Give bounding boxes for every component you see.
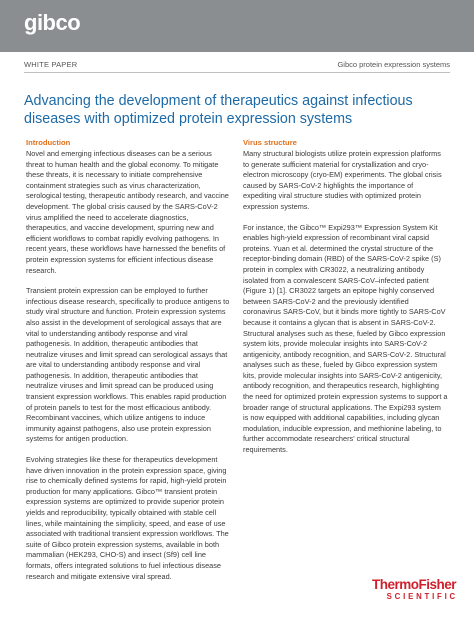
brand-main-text: ThermoFisher xyxy=(371,577,456,592)
thermofisher-logo xyxy=(364,578,456,602)
right-column xyxy=(243,138,448,456)
paragraph: Many structural biologists utilize protein expression platforms to generate sufficient material for crystallization and cryo-electron microscopy (cryo-EM) experiments. The global crisis caused by SARS-CoV-2 highlights the importance of expediting viral structure studies with optimized protein expression systems. xyxy=(243,149,442,211)
paragraph: For instance, the Gibco™ Expi293™ Expression System Kit enables high-yield expression of recombinant viral capsid proteins. Yuan et al. determined the crystal structure of the receptor-binding domain (RBD) of the SARS-CoV-2 spike (S) protein in complex with CR3022, a neutralizing antibody isolated from a convalescent SARS-CoV–infected patient (Figure 1) [1]. CR3022 targets an epitope highly conserved between SARS-CoV-2 and the previously identified coronavirus SARS-CoV, but it binds more tightly to SARS-CoV because it contains a glycan that is absent in SARS-CoV-2. Structural analyses such as these, fueled by Gibco expression system kits, provide molecular insights into SARS-CoV-2 antigenicity, antibody recognition, and SARS-CoV-2. Structural analyses such as these, fueled by Gibco expression system kits, provide molecular insights into SARS-CoV-2 antigenicity, antibody recognition, and therapeutics research, highlighting the need for optimized protein expression systems to support a broader range of structural applications. The Expi293 system is now equipped with additional capabilities, including glycan modulation, inducible expression, and methionine labeling, to further accommodate researchers' critical structural requirements. xyxy=(243,222,448,455)
paragraph: Novel and emerging infectious diseases can be a serious threat to human health and the global economy. To mitigate these threats, it is necessary to initiate comprehensive containment strategies such as virus characterization, serological testing, therapeutic antibody research, and vaccine development. The global crisis caused by the SARS-CoV-2 virus amplified the need to accelerate diagnostics, therapeutics, and vaccine development, spurring new and efficient workflows to combat rapidly evolving pathogens. In recent years, these workflows have harnessed the benefits of protein expression systems for efficient infectious disease research. xyxy=(26,149,229,275)
document-type-label: WHITE PAPER xyxy=(24,60,78,69)
page-title: Advancing the development of therapeutics against infectious diseases with optimized protein expression systems xyxy=(24,92,413,127)
header-divider xyxy=(24,72,450,73)
top-banner xyxy=(0,0,474,52)
paragraph: Evolving strategies like these for therapeutics development have driven innovation in the protein expression space, giving rise to chemically defined systems for rapid, high-yield protein production for many applications. Gibco™ transient protein expression systems are optimized to provide superior protein yields and reproducibility, typically obtained with stable cell lines, while maintaining the simplicity, speed, and ease of use associated with traditional transient expression workflows. The suite of Gibco protein expression systems, available in both mammalian (HEK293, CHO-S) and insect (Sf9) cell line formats, offers integrated solutions to fuel infectious disease research and mitigate extensive viral spread. xyxy=(26,455,229,581)
paragraph: Transient protein expression can be employed to further infectious disease research, specifically to produce antigens to study viral structure and function. Protein expression systems also assist in the development of serological assays that are vital to understanding antibody response and viral pathogenesis. In addition, therapeutic antibodies that neutralize viruses and limit spread can serological assays that are vital to understanding antibody response and viral pathogenesis. In addition, therapeutic antibodies that neutralize viruses and limit spread can be produced using transient expression workflows. This enables rapid production of protein panels to test for the most efficacious antibody. Recombinant vaccines, which utilize antigens to induce immunity against pathogens, also use protein expression systems for antigen production. xyxy=(26,286,230,444)
section-heading-virus-structure: Virus structure xyxy=(243,138,297,147)
gibco-logo: gibco xyxy=(24,10,81,35)
left-column xyxy=(26,138,231,582)
brand-sub-text: SCIENTIFIC xyxy=(386,592,458,601)
section-heading-introduction: Introduction xyxy=(26,138,71,147)
product-line-label: Gibco protein expression systems xyxy=(337,60,450,69)
